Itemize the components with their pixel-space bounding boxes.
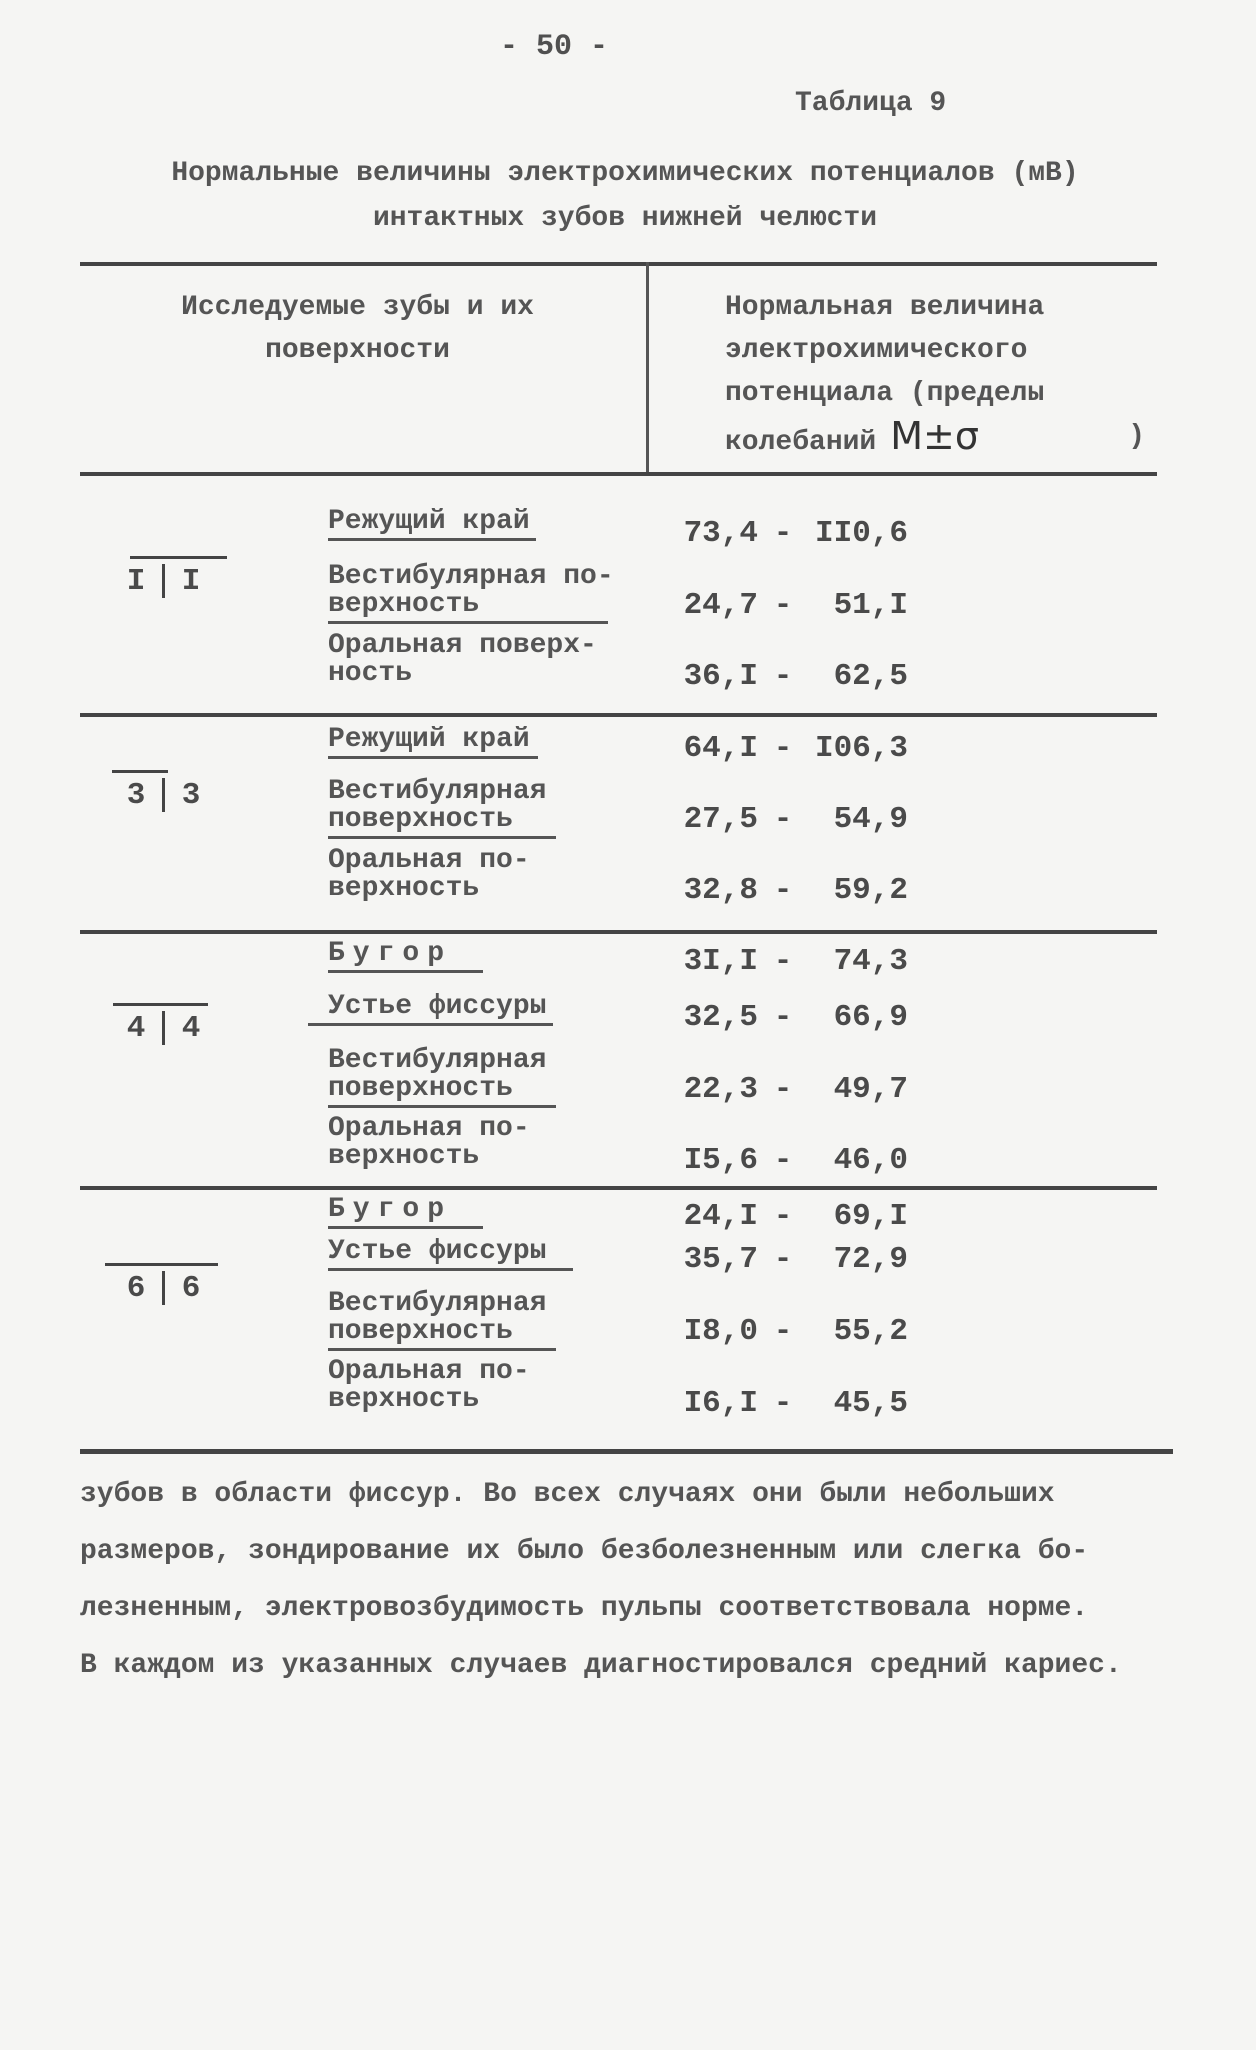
range-max: I06,3	[814, 731, 908, 766]
potential-range	[670, 1242, 908, 1277]
surface-label-line: Вестибулярная	[328, 1288, 547, 1319]
tooth-quadrant-divider	[162, 1271, 165, 1305]
page-number: - 50 -	[500, 30, 609, 64]
surface-label-line: ность	[328, 658, 413, 689]
potential-range	[670, 659, 908, 694]
tooth-notation	[120, 1271, 207, 1306]
potential-range	[670, 1143, 908, 1178]
range-dash: -	[773, 1199, 793, 1234]
range-dash: -	[773, 1386, 793, 1421]
paragraph-line: размеров, зондирование их было безболезненным или слегка бо-	[80, 1536, 1089, 1567]
range-max: 55,2	[833, 1314, 908, 1349]
header-right-line: потенциала (пределы	[725, 378, 1045, 409]
surface-label-line: Оральная по-	[328, 845, 530, 876]
surface-label	[328, 508, 530, 536]
surface-label-line: Устье фиссуры	[328, 1236, 547, 1267]
range-min: I8,0	[683, 1314, 758, 1349]
range-min: 64,I	[683, 731, 758, 766]
table-top-rule	[80, 262, 1157, 266]
surface-underline	[328, 756, 538, 759]
potential-range	[670, 873, 908, 908]
tooth-notation	[120, 1011, 207, 1046]
range-dash: -	[773, 1314, 793, 1349]
header-right-line: колебаний	[725, 427, 877, 458]
group-separator-rule	[80, 713, 1157, 717]
surface-label-line: верхность	[328, 589, 480, 620]
surface-label-line: Режущий край	[328, 724, 530, 755]
surface-label	[328, 726, 530, 754]
surface-label-line: верхность	[328, 1384, 480, 1415]
range-max: 59,2	[833, 873, 908, 908]
range-max: 66,9	[833, 1000, 908, 1035]
range-dash: -	[773, 1072, 793, 1107]
tooth-left-number: 4	[126, 1011, 146, 1047]
surface-label	[328, 1238, 546, 1266]
closing-paren: )	[1128, 421, 1145, 452]
range-min: 27,5	[683, 802, 758, 837]
tooth-quadrant-bar	[113, 1003, 208, 1006]
range-min: I6,I	[683, 1386, 758, 1421]
surface-label	[328, 1115, 530, 1171]
range-dash: -	[773, 731, 793, 766]
header-column-divider	[646, 262, 649, 474]
range-max: II0,6	[814, 516, 908, 551]
tooth-left-number: 6	[126, 1271, 146, 1307]
range-max: 74,3	[833, 944, 908, 979]
surface-label	[328, 1047, 546, 1103]
range-max: 69,I	[833, 1199, 908, 1234]
surface-underline	[328, 1268, 573, 1271]
header-right-line: Нормальная величина	[725, 292, 1045, 323]
header-right-line: электрохимического	[725, 335, 1028, 366]
tooth-quadrant-bar	[130, 556, 227, 559]
tooth-right-number: I	[181, 564, 201, 600]
surface-underline	[328, 1226, 483, 1229]
header-left-line: поверхности	[265, 335, 450, 366]
tooth-quadrant-divider	[162, 564, 165, 598]
surface-label-line: Вестибулярная	[328, 776, 547, 807]
surface-label	[328, 993, 546, 1021]
table-bottom-rule	[80, 1449, 1173, 1454]
range-min: 24,I	[683, 1199, 758, 1234]
surface-label-line: Бугор	[328, 1194, 453, 1225]
header-left	[120, 286, 595, 372]
body-paragraph	[80, 1466, 1190, 1694]
range-min: I5,6	[683, 1143, 758, 1178]
surface-underline	[328, 836, 556, 839]
tooth-right-number: 6	[181, 1271, 201, 1307]
paragraph-line: В каждом из указанных случаев диагностировался средний кариес.	[80, 1650, 1122, 1681]
surface-underline	[328, 538, 536, 541]
tooth-quadrant-divider	[162, 778, 165, 812]
surface-label	[328, 632, 597, 688]
tooth-notation	[120, 564, 207, 599]
range-max: 62,5	[833, 659, 908, 694]
header-left-line: Исследуемые зубы и их	[181, 292, 534, 323]
header-bottom-rule	[80, 472, 1157, 476]
surface-underline	[308, 1023, 553, 1026]
range-dash: -	[773, 802, 793, 837]
range-min: 73,4	[683, 516, 758, 551]
potential-range	[670, 731, 908, 766]
surface-label	[328, 940, 452, 968]
table-title-line-2: интактных зубов нижней челюсти	[372, 203, 878, 234]
potential-range	[670, 1386, 908, 1421]
surface-label-line: Оральная по-	[328, 1356, 530, 1387]
potential-range	[670, 1000, 908, 1035]
surface-label-line: поверхность	[328, 1073, 513, 1104]
surface-label	[328, 1196, 452, 1224]
surface-underline	[328, 1348, 556, 1351]
surface-label	[328, 563, 614, 619]
range-max: 45,5	[833, 1386, 908, 1421]
surface-label	[328, 1290, 546, 1346]
range-max: 72,9	[833, 1242, 908, 1277]
group-separator-rule	[80, 1186, 1157, 1190]
range-dash: -	[773, 1143, 793, 1178]
surface-label	[328, 778, 546, 834]
table-title-line-1: Нормальные величины электрохимических потенциалов (мВ)	[171, 158, 1079, 189]
range-max: 51,I	[833, 588, 908, 623]
range-max: 46,0	[833, 1143, 908, 1178]
range-dash: -	[773, 873, 793, 908]
surface-label	[328, 847, 530, 903]
header-right	[725, 286, 1145, 464]
range-max: 49,7	[833, 1072, 908, 1107]
surface-underline	[328, 1105, 556, 1108]
potential-range	[670, 588, 908, 623]
surface-label-line: Вестибулярная	[328, 1045, 547, 1076]
tooth-quadrant-bar	[105, 1263, 218, 1266]
paragraph-line: зубов в области фиссур. Во всех случаях они были небольших	[80, 1479, 1055, 1510]
range-min: 36,I	[683, 659, 758, 694]
range-min: 3I,I	[683, 944, 758, 979]
surface-label-line: Режущий край	[328, 506, 530, 537]
potential-range	[670, 1072, 908, 1107]
handwritten-formula: M±σ	[890, 414, 979, 458]
range-dash: -	[773, 1242, 793, 1277]
surface-label-line: верхность	[328, 873, 480, 904]
potential-range	[670, 802, 908, 837]
range-min: 32,5	[683, 1000, 758, 1035]
surface-label-line: Бугор	[328, 938, 453, 969]
range-dash: -	[773, 1000, 793, 1035]
tooth-left-number: I	[126, 564, 146, 600]
range-dash: -	[773, 659, 793, 694]
paragraph-line: лезненным, электровозбудимость пульпы соответствовала норме.	[80, 1593, 1089, 1624]
tooth-right-number: 3	[181, 778, 201, 814]
range-dash: -	[773, 944, 793, 979]
tooth-notation	[120, 778, 207, 813]
surface-label-line: поверхность	[328, 804, 513, 835]
group-separator-rule	[80, 930, 1157, 934]
surface-label-line: Оральная поверх-	[328, 630, 597, 661]
potential-range	[670, 1314, 908, 1349]
surface-underline	[328, 621, 608, 624]
range-dash: -	[773, 516, 793, 551]
tooth-right-number: 4	[181, 1011, 201, 1047]
potential-range	[670, 516, 908, 551]
tooth-quadrant-bar	[112, 770, 168, 773]
surface-label-line: Оральная по-	[328, 1113, 530, 1144]
tooth-quadrant-divider	[162, 1011, 165, 1045]
surface-label-line: Вестибулярная по-	[328, 561, 614, 592]
potential-range	[670, 944, 908, 979]
range-max: 54,9	[833, 802, 908, 837]
surface-label-line: верхность	[328, 1141, 480, 1172]
surface-underline	[328, 970, 483, 973]
potential-range	[670, 1199, 908, 1234]
surface-label-line: Устье фиссуры	[328, 991, 547, 1022]
header-right-last-line	[725, 415, 1145, 464]
range-min: 32,8	[683, 873, 758, 908]
range-min: 24,7	[683, 588, 758, 623]
range-min: 35,7	[683, 1242, 758, 1277]
table-label: Таблица 9	[795, 88, 947, 119]
range-dash: -	[773, 588, 793, 623]
tooth-left-number: 3	[126, 778, 146, 814]
surface-label	[328, 1358, 530, 1414]
surface-label-line: поверхность	[328, 1316, 513, 1347]
range-min: 22,3	[683, 1072, 758, 1107]
